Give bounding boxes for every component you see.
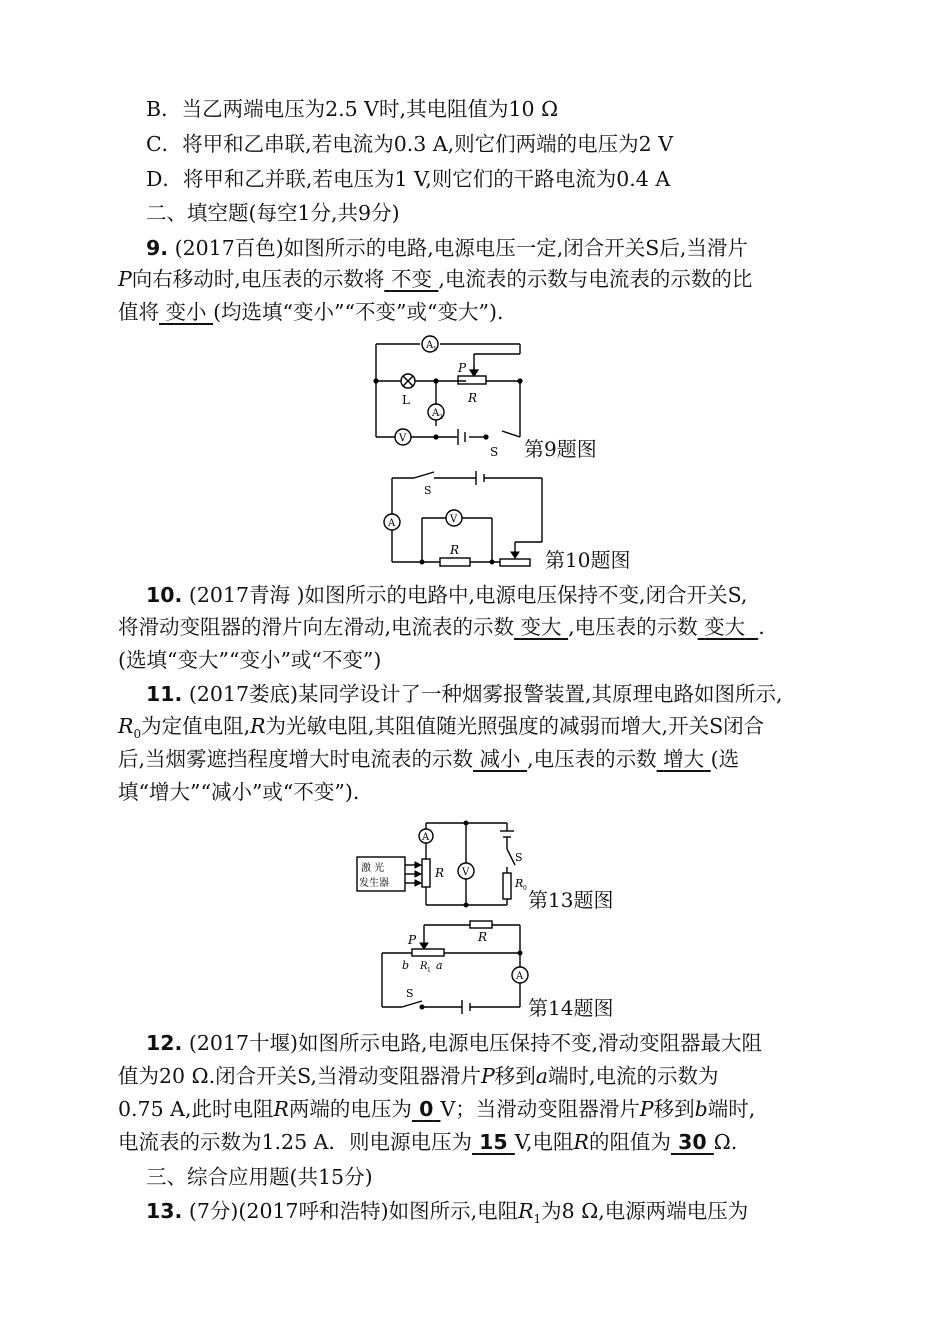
option-b: B．当乙两端电压为2.5 V时,其电阻值为10 Ω: [146, 97, 559, 121]
fig14-end-b-label: b: [402, 959, 410, 972]
q11-line1: 11. (2017娄底)某同学设计了一种烟雾报警装置,其原理电路如图所示,: [146, 682, 783, 706]
figure-10-caption: 第10题图: [545, 548, 631, 572]
q11-line2: $R_0$为定值电阻,R为光敏电阻,其阻值随光照强度的减弱而增大,开关S闭合: [118, 714, 765, 742]
q9-answer-1: 不变: [390, 267, 432, 291]
fig13-r0-label: R: [515, 877, 524, 890]
fig13-laser-label-1: 激 光: [361, 863, 385, 874]
svg-text:1: 1: [427, 967, 431, 974]
svg-text:1: 1: [433, 346, 437, 353]
q11-line3: 后,当烟雾遮挡程度增大时电流表的示数 减小 ,电压表的示数 增大 (选: [118, 747, 740, 771]
q12-number: 12.: [146, 1031, 183, 1055]
fig9-ammeter-1-label: A: [426, 340, 434, 351]
fig10-ammeter-label: A: [388, 518, 396, 529]
q13-line1: 13. (7分)(2017呼和浩特)如图所示,电阻$R_1$为8 Ω,电源两端电压为: [146, 1199, 749, 1227]
q10-line3: (选填“变大”“变小”或“不变”): [118, 648, 382, 672]
q9-line1: 9. (2017百色)如图所示的电路,电源电压一定,闭合开关S后,当滑片: [146, 236, 748, 260]
q12-line2: 值为20 Ω.闭合开关S,当滑动变阻器滑片P移到a端时,电流的示数为: [118, 1064, 719, 1088]
q10-line1: 10. (2017青海 )如图所示的电路中,电源电压保持不变,闭合开关S,: [146, 583, 748, 607]
q13-number: 13.: [146, 1199, 183, 1223]
figure-13-caption: 第13题图: [528, 888, 614, 912]
fig9-slider-label: P: [458, 361, 467, 375]
fig9-switch-label: S: [490, 445, 499, 459]
q11-number: 11.: [146, 682, 183, 706]
fig14-slider-label: P: [408, 933, 417, 947]
fig9-voltmeter-label: V: [399, 433, 407, 444]
q12-line3: 0.75 A,此时电阻R两端的电压为 0 V；当滑动变阻器滑片P移到b端时,: [118, 1097, 756, 1121]
fig13-laser-label-2: 发生器: [359, 878, 389, 889]
fig13-ammeter-label: A: [422, 832, 430, 843]
fig9-resistor-label: R: [468, 391, 478, 405]
q10-line2: 将滑动变阻器的滑片向左滑动,电流表的示数 变大 ,电压表的示数 变大 .: [118, 615, 765, 639]
q12-answer-3: 30: [678, 1130, 707, 1154]
q11-answer-2: 增大: [663, 747, 705, 771]
figure-9-caption: 第9题图: [524, 437, 597, 461]
q12-answer-1: 0: [419, 1097, 434, 1121]
q11-answer-1: 减小: [479, 747, 521, 771]
fig14-resistor-label: R: [478, 930, 488, 944]
q9-number: 9.: [146, 236, 169, 260]
fig13-voltmeter-label: V: [462, 867, 470, 878]
fig10-switch-label: S: [424, 484, 432, 497]
fig13-switch-label: S: [515, 851, 523, 864]
fig14-r1-label: R: [420, 961, 428, 972]
figure-9-circuit: [370, 336, 530, 459]
q10-number: 10.: [146, 583, 183, 607]
fig13-photoresistor-label: R: [435, 866, 445, 880]
option-c: C．将甲和乙串联,若电流为0.3 A,则它们两端的电压为2 V: [146, 132, 674, 156]
fig14-ammeter-label: A: [516, 971, 524, 982]
q9-line2: P向右移动时,电压表的示数将 不变 ,电流表的示数与电流表的示数的比: [118, 267, 753, 291]
q12-answer-2: 15: [479, 1130, 508, 1154]
fig14-switch-label: S: [406, 987, 414, 1000]
figure-14-caption: 第14题图: [528, 996, 614, 1020]
q9-line3: 值将 变小 (均选填“变小”“不变”或“变大”).: [118, 300, 504, 324]
figure-10-circuit: [382, 470, 547, 570]
q12-line4: 电流表的示数为1.25 A．则电源电压为 15 V,电阻R的阻值为 30 Ω.: [118, 1130, 738, 1154]
q10-answer-1: 变大: [520, 615, 562, 639]
fig10-voltmeter-label: V: [450, 514, 458, 525]
q12-line1: 12. (2017十堰)如图所示电路,电源电压保持不变,滑动变阻器最大阻: [146, 1031, 763, 1055]
section-title-fill-blank: 二、填空题(每空1分,共9分): [146, 201, 400, 225]
section-title-application: 三、综合应用题(共15分): [146, 1165, 373, 1189]
svg-text:2: 2: [439, 414, 443, 421]
fig14-end-a-label: a: [436, 959, 443, 972]
figure-14-circuit: [378, 917, 528, 1017]
q11-line4: 填“增大”“减小”或“不变”).: [118, 780, 360, 804]
svg-text:0: 0: [523, 885, 527, 892]
fig10-resistor-label: R: [450, 543, 460, 557]
fig9-lamp-label: L: [402, 393, 410, 407]
fig9-ammeter-2-label: A: [432, 408, 440, 419]
option-d: D．将甲和乙并联,若电压为1 V,则它们的干路电流为0.4 A: [146, 167, 671, 191]
figure-13-circuit: [355, 815, 530, 910]
q10-answer-2: 变大: [704, 615, 746, 639]
q9-answer-2: 变小: [165, 300, 207, 324]
